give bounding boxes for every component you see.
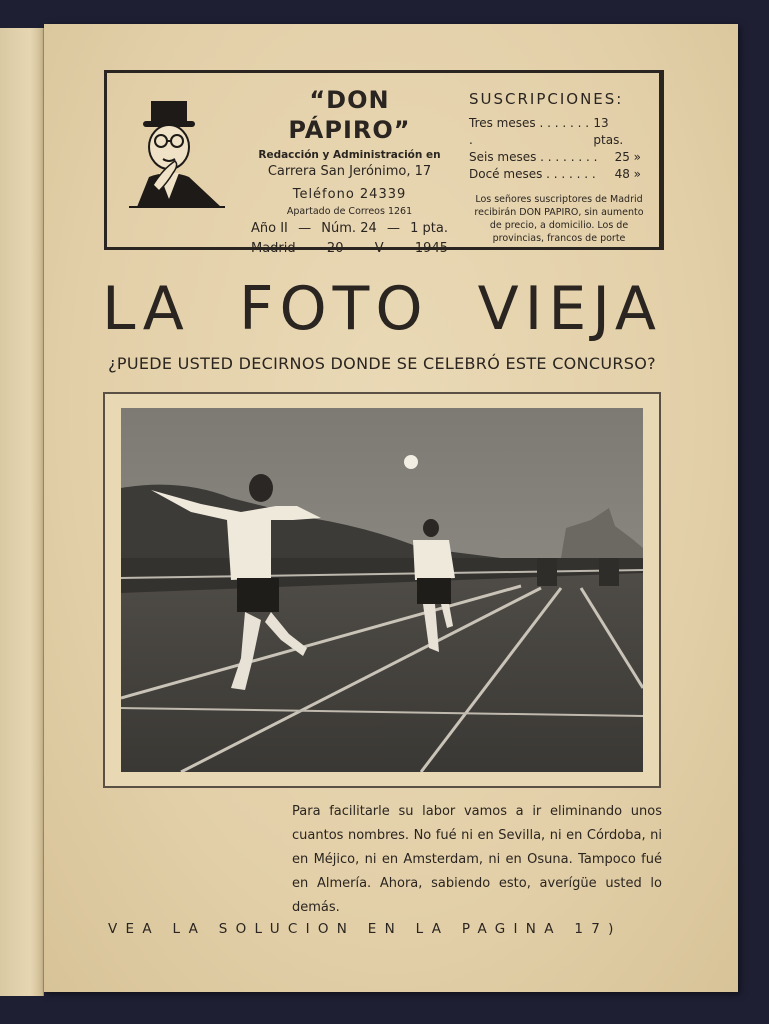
phone-number: Teléfono 24339 [292, 187, 407, 202]
headline-word: LA [102, 274, 190, 344]
photo-frame [103, 392, 661, 788]
editorial-address-label: Redacción y Administración en [258, 149, 441, 161]
subscription-price: 13 ptas. [593, 116, 624, 147]
magazine-page [44, 24, 738, 992]
street-address: Carrera San Jerónimo, 17 [267, 164, 432, 179]
issue-number: Núm. 24 [321, 221, 377, 236]
headline-word: FOTO [238, 274, 429, 344]
headline-word: VIEJA [477, 274, 662, 344]
subscriptions-block [469, 89, 649, 245]
subscription-label: Tres meses . . . . . . . . [469, 116, 590, 147]
masthead-center [247, 85, 452, 259]
date-separator: - [356, 241, 362, 256]
issue-separator: — [386, 221, 400, 236]
date-city: Madrid [251, 241, 296, 256]
facing-page-edge [0, 28, 44, 996]
contest-question: ¿PUEDE USTED DECIRNOS DONDE SE CELEBRÓ ESTE CONCURSO? [108, 354, 656, 373]
subscription-note: Los señores suscriptores de Madrid recibirán DON PAPIRO, sin aumento de precio, a domicilio. Los de provincias, francos de porte [474, 194, 644, 244]
solution-footer: VEA LA SOLUCION EN LA PAGINA 17) [108, 921, 622, 937]
don-papiro-caricature-icon [129, 99, 225, 211]
issue-separator: — [298, 221, 312, 236]
photo-caption: Para facilitarle su labor vamos a ir eliminando unos cuantos nombres. No fué ni en Sevilla, ni en Córdoba, ni en Méjico, ni en Amsterdam, ni en Osuna. Tampoco fué en Almería. Ahora, sabiendo esto, averígüe usted lo demás. [292, 804, 662, 915]
race-photograph [121, 408, 643, 772]
date-line [247, 239, 452, 259]
date-month: V [374, 241, 384, 256]
po-box: Apartado de Correos 1261 [286, 206, 413, 217]
date-separator: - [396, 241, 402, 256]
date-separator: - [308, 241, 314, 256]
masthead-box [104, 70, 664, 256]
subscription-label: Seis meses . . . . . . . . [469, 150, 598, 164]
subscription-row [469, 149, 649, 166]
date-day: 20 [326, 241, 344, 256]
issue-line [247, 219, 452, 239]
magazine-title: “DON PÁPIRO” [288, 86, 411, 144]
subscription-label: Docé meses . . . . . . . [469, 167, 596, 181]
issue-year: Año II [251, 221, 288, 236]
race-photo-image [121, 408, 643, 772]
headline [102, 274, 662, 344]
subscriptions-title: SUSCRIPCIONES: [469, 90, 624, 108]
issue-price: 1 pta. [410, 221, 448, 236]
subscription-price: 48 » [614, 167, 641, 181]
subscription-row [469, 166, 649, 183]
date-year: 1945 [414, 241, 448, 256]
subscription-row [469, 115, 649, 149]
subscription-price: 25 » [614, 150, 641, 164]
